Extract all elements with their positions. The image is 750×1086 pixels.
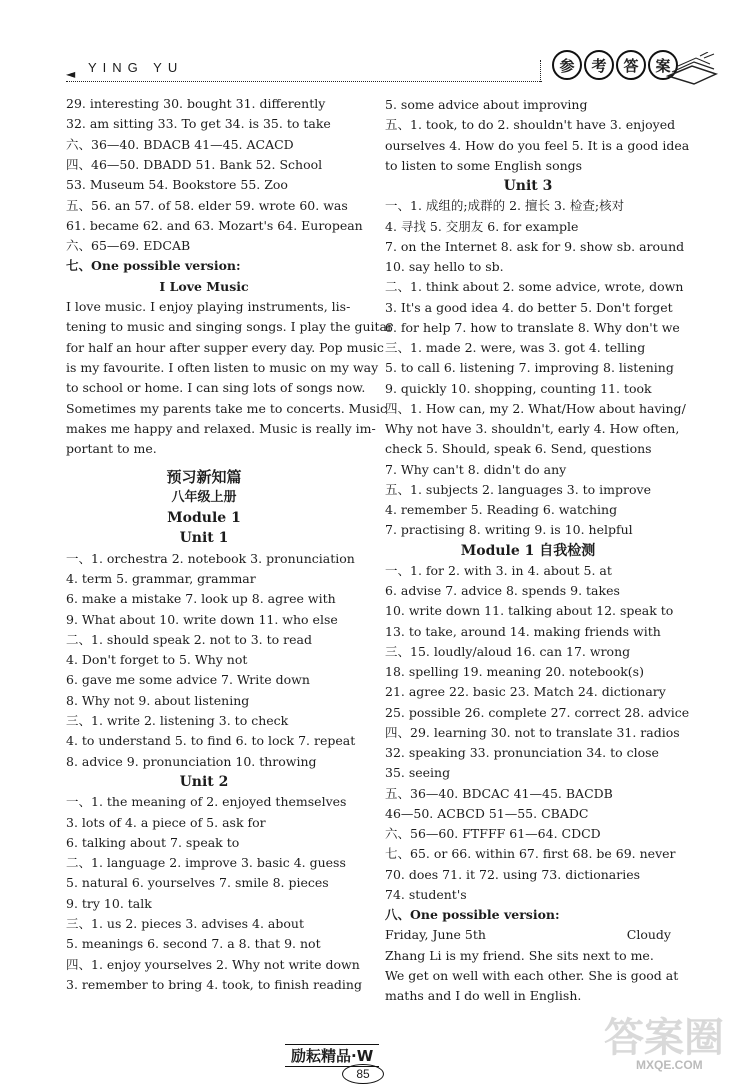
answer-line-text: 32. am sitting 33. To get 34. is 35. to take	[66, 116, 331, 132]
answer-line	[66, 813, 266, 833]
answer-line	[66, 155, 322, 175]
answer-line	[66, 833, 239, 853]
answer-line-text: 46—50. ACBCD 51—55. CBADC	[385, 805, 589, 821]
answer-line	[385, 338, 645, 358]
answer-line-text: Why not have 3. shouldn't, early 4. How often,	[385, 421, 680, 436]
answer-line	[66, 914, 304, 934]
answer-line	[66, 610, 338, 630]
answer-line	[385, 217, 578, 237]
answer-line	[66, 256, 241, 276]
answer-line	[66, 488, 342, 508]
badge-char: 参	[552, 50, 582, 80]
answer-line	[385, 804, 588, 824]
answer-line	[66, 549, 355, 569]
answer-line-text: 一、1. orchestra 2. notebook 3. pronunciation	[66, 550, 355, 566]
answer-line	[385, 358, 674, 378]
answer-line-text: 6. gave me some advice 7. Write down	[66, 672, 310, 688]
answer-line	[66, 439, 157, 459]
answer-line-text: to school or home. I can sing lots of songs now.	[66, 380, 366, 396]
answer-line	[385, 399, 686, 419]
answer-line-text: 9. What about 10. write down 11. who else	[66, 611, 338, 627]
answer-line	[66, 772, 342, 792]
answer-line	[66, 114, 331, 134]
answer-line	[385, 541, 671, 561]
answer-line	[385, 885, 467, 905]
answer-line-text: 4. to understand 5. to find 6. to lock 7. repeat	[66, 733, 356, 749]
answer-line	[385, 743, 659, 763]
answer-line	[385, 480, 651, 500]
right-column	[385, 95, 690, 1015]
answer-line	[66, 873, 329, 893]
answer-line-text: 三、1. made 2. were, was 3. got 4. telling	[385, 340, 646, 355]
watermark-url: MXQE.COM	[636, 1058, 703, 1072]
answer-line-text: Module 1	[167, 510, 241, 526]
answer-line	[66, 399, 387, 419]
answer-line-text: 10. say hello to sb.	[385, 259, 504, 274]
answer-line-text: 7. on the Internet 8. ask for 9. show sb. around	[385, 238, 685, 254]
answer-line	[385, 500, 617, 520]
answer-line-text: portant to me.	[66, 441, 157, 457]
answer-line-text: 五、1. subjects 2. languages 3. to improve	[385, 481, 651, 497]
answer-line	[66, 378, 365, 398]
answer-line	[385, 237, 684, 257]
answer-line-text: 13. to take, around 14. making friends with	[385, 623, 661, 639]
answer-line-text: 29. interesting 30. bought 31. differently	[66, 96, 326, 111]
answer-line	[66, 975, 362, 995]
answer-line	[385, 581, 620, 601]
answer-line-text: 五、36—40. BDCAC 41—45. BACDB	[385, 785, 613, 801]
answer-line-text: 35. seeing	[385, 765, 451, 781]
badge-char: 答	[616, 50, 646, 80]
answer-line	[385, 156, 582, 176]
answer-line-text: check 5. Should, speak 6. Send, questions	[385, 441, 652, 457]
answer-line	[66, 94, 325, 114]
answer-line-text: 6. advise 7. advice 8. spends 9. takes	[385, 583, 620, 598]
header-title: YING YU	[88, 60, 184, 75]
watermark-logo: 答案圈	[604, 1015, 724, 1061]
answer-line-text: 9. quickly 10. shopping, counting 11. took	[385, 380, 652, 396]
answer-line-text: 21. agree 22. basic 23. Match 24. dictionary	[385, 684, 666, 700]
answer-line	[385, 95, 587, 115]
left-column	[66, 94, 393, 1014]
answer-line	[385, 642, 630, 662]
answer-line	[385, 925, 486, 945]
answer-line-text: ourselves 4. How do you feel 5. It is a good idea	[385, 137, 690, 153]
answer-line-text: 四、1. How can, my 2. What/How about having/	[385, 400, 686, 416]
answer-line	[385, 601, 673, 621]
answer-line	[385, 622, 661, 642]
answer-line-text: 61. became 62. and 63. Mozart's 64. European	[66, 217, 363, 233]
answer-line	[385, 561, 612, 581]
answer-line	[66, 508, 342, 528]
answer-line	[385, 905, 560, 925]
answer-line-text: We get on well with each other. She is good at	[385, 967, 679, 983]
page-number: 85	[342, 1064, 384, 1084]
answer-line-text: 五、1. took, to do 2. shouldn't have 3. enjoyed	[385, 117, 676, 133]
answer-line-text: 三、1. write 2. listening 3. to check	[66, 713, 289, 728]
answer-line-text: 70. does 71. it 72. using 73. dictionaries	[385, 866, 641, 882]
answer-line-text: 4. term 5. grammar, grammar	[66, 570, 256, 586]
answer-line	[66, 569, 256, 589]
answer-line	[66, 175, 288, 195]
answer-line	[385, 784, 613, 804]
answer-line-text: Unit 2	[179, 773, 229, 790]
answer-line-text: 6. talking about 7. speak to	[66, 834, 240, 850]
answer-line-text: 8. Why not 9. about listening	[66, 692, 250, 708]
answer-line	[66, 467, 342, 487]
answer-line	[385, 682, 666, 702]
answer-line	[66, 135, 294, 155]
answer-line	[66, 196, 348, 216]
answer-line	[385, 318, 680, 338]
answer-line-text: 一、1. for 2. with 3. in 4. about 5. at	[385, 562, 612, 578]
series-name: 励耘精品·W	[285, 1044, 379, 1067]
answer-line	[66, 853, 346, 873]
answer-line-text: 74. student's	[385, 886, 467, 902]
answer-line	[66, 691, 249, 711]
answer-line	[385, 298, 673, 318]
books-decoration-icon	[664, 52, 720, 88]
answer-line	[385, 946, 654, 966]
answer-line-text: tening to music and singing songs. I play the guitar	[66, 319, 393, 335]
header-arrow-icon: ◄	[66, 67, 76, 81]
answer-line-text: to listen to some English songs	[385, 157, 583, 173]
answer-line-text: 七、65. or 66. within 67. first 68. be 69. never	[385, 846, 676, 862]
answer-line-text: makes me happy and relaxed. Music is really im-	[66, 420, 376, 436]
badge-char: 案	[648, 50, 678, 80]
answer-line-text: 4. Don't forget to 5. Why not	[66, 652, 248, 668]
answer-line	[66, 528, 342, 548]
answer-line	[66, 630, 312, 650]
answer-line	[66, 216, 363, 236]
answer-line-text: 二、1. should speak 2. not to 3. to read	[66, 631, 312, 647]
answer-line	[66, 650, 247, 670]
answer-line-text: 七、One possible version:	[66, 258, 241, 274]
answer-line-text: 5. natural 6. yourselves 7. smile 8. pieces	[66, 875, 329, 891]
answer-line-text: 四、29. learning 30. not to translate 31. radios	[385, 724, 680, 740]
answer-line	[385, 196, 624, 216]
answer-line-text: 4. remember 5. Reading 6. watching	[385, 502, 618, 517]
weather-label: Cloudy	[626, 927, 671, 943]
answer-line-text: 3. remember to bring 4. took, to finish reading	[66, 976, 362, 992]
answer-line	[66, 792, 346, 812]
answer-line-text: Unit 1	[179, 530, 229, 547]
answer-line-text: 一、1. 成组的;成群的 2. 擅长 3. 检查;核对	[385, 198, 625, 214]
answer-line	[66, 670, 310, 690]
answer-line-text: 3. It's a good idea 4. do better 5. Don't forget	[385, 299, 673, 315]
answer-line	[66, 338, 384, 358]
answer-line-text: 五、56. an 57. of 58. elder 59. wrote 60. was	[66, 197, 348, 213]
answer-line-text: 4. 寻找 5. 交朋友 6. for example	[385, 218, 579, 234]
answer-line-text: 10. write down 11. talking about 12. speak to	[385, 603, 674, 619]
answer-line-text: 32. speaking 33. pronunciation 34. to close	[385, 745, 659, 760]
answer-line-text: 53. Museum 54. Bookstore 55. Zoo	[66, 177, 288, 193]
answer-line	[385, 723, 680, 743]
answer-line	[385, 520, 633, 540]
answer-line-text: 7. Why can't 8. didn't do any	[385, 461, 567, 477]
answer-line-text: Module 1 自我检测	[460, 542, 596, 559]
answer-line	[385, 379, 652, 399]
answer-line	[385, 662, 644, 682]
answer-line-text: 6. make a mistake 7. look up 8. agree with	[66, 591, 336, 607]
answer-line-text: 3. lots of 4. a piece of 5. ask for	[66, 814, 266, 830]
answer-line	[385, 460, 566, 480]
answer-line	[385, 966, 678, 986]
answer-line-text: I love music. I enjoy playing instruments, lis-	[66, 299, 351, 314]
answer-line-text: Zhang Li is my friend. She sits next to me.	[385, 947, 654, 963]
answer-line	[66, 358, 378, 378]
answer-line-text: Sometimes my parents take me to concerts. Music	[66, 400, 387, 416]
header-vertical-divider	[540, 60, 541, 82]
header-divider	[66, 81, 542, 82]
answer-line-text: 四、46—50. DBADD 51. Bank 52. School	[66, 156, 323, 172]
answer-line	[66, 297, 350, 317]
answer-line	[385, 419, 679, 439]
answer-line	[385, 703, 689, 723]
answer-line-text: 5. meanings 6. second 7. a 8. that 9. not	[66, 936, 321, 952]
answer-line-text: 八年级上册	[171, 489, 237, 505]
answer-line-text: is my favourite. I often listen to music on my way	[66, 359, 379, 375]
answer-line	[385, 257, 504, 277]
answer-line	[66, 955, 360, 975]
answer-line-text: I Love Music	[159, 278, 249, 294]
answer-line-text: 预习新知篇	[166, 468, 242, 487]
answer-line-text: 9. try 10. talk	[66, 895, 152, 911]
answer-line-text: 8. advice 9. pronunciation 10. throwing	[66, 753, 317, 769]
answer-line	[385, 824, 601, 844]
answer-line-text: 一、1. the meaning of 2. enjoyed themselves	[66, 794, 347, 810]
badge-char: 考	[584, 50, 614, 80]
answer-line-text: 25. possible 26. complete 27. correct 28. advice	[385, 704, 690, 720]
answer-line	[385, 986, 581, 1006]
answer-line-text: for half an hour after supper every day. Pop music	[66, 339, 384, 355]
answer-line	[66, 711, 288, 731]
answer-line	[385, 844, 676, 864]
answer-line-text: 二、1. language 2. improve 3. basic 4. guess	[66, 855, 346, 871]
answer-line	[66, 752, 317, 772]
answer-line-text: 六、65—69. EDCAB	[66, 238, 191, 254]
answer-line	[385, 439, 652, 459]
answer-line	[66, 589, 336, 609]
answer-line	[66, 731, 355, 751]
answer-line	[66, 894, 152, 914]
answer-line	[385, 115, 675, 135]
answer-line-text: maths and I do well in English.	[385, 988, 582, 1003]
answer-line-text: 6. for help 7. how to translate 8. Why don't we	[385, 319, 680, 335]
answer-line	[385, 277, 683, 297]
answer-key-badges	[552, 50, 678, 80]
answer-line-text: 7. practising 8. writing 9. is 10. helpful	[385, 522, 633, 538]
answer-line	[66, 317, 393, 337]
answer-line-text: 四、1. enjoy yourselves 2. Why not write down	[66, 956, 360, 972]
answer-line-text: 六、56—60. FTFFF 61—64. CDCD	[385, 826, 601, 841]
answer-line-text: 18. spelling 19. meaning 20. notebook(s)	[385, 664, 644, 679]
answer-line	[385, 865, 640, 885]
answer-line	[66, 236, 190, 256]
answer-line-text: 三、15. loudly/aloud 16. can 17. wrong	[385, 643, 631, 659]
answer-line-text: Unit 3	[503, 178, 553, 194]
answer-line	[385, 763, 450, 783]
answer-line	[66, 277, 342, 297]
answer-line	[66, 934, 321, 954]
answer-line	[66, 419, 376, 439]
answer-line-text: 二、1. think about 2. some advice, wrote, down	[385, 279, 684, 295]
answer-line-text: 5. to call 6. listening 7. improving 8. listening	[385, 360, 674, 376]
answer-line	[385, 176, 671, 196]
answer-line-text: 三、1. us 2. pieces 3. advises 4. about	[66, 916, 304, 931]
answer-line-text: 5. some advice about improving	[385, 97, 588, 112]
answer-line	[385, 136, 689, 156]
answer-line-text: Friday, June 5th	[385, 927, 486, 943]
answer-line-text: 八、One possible version:	[385, 907, 560, 922]
answer-line-text: 六、36—40. BDACB 41—45. ACACD	[66, 136, 294, 152]
